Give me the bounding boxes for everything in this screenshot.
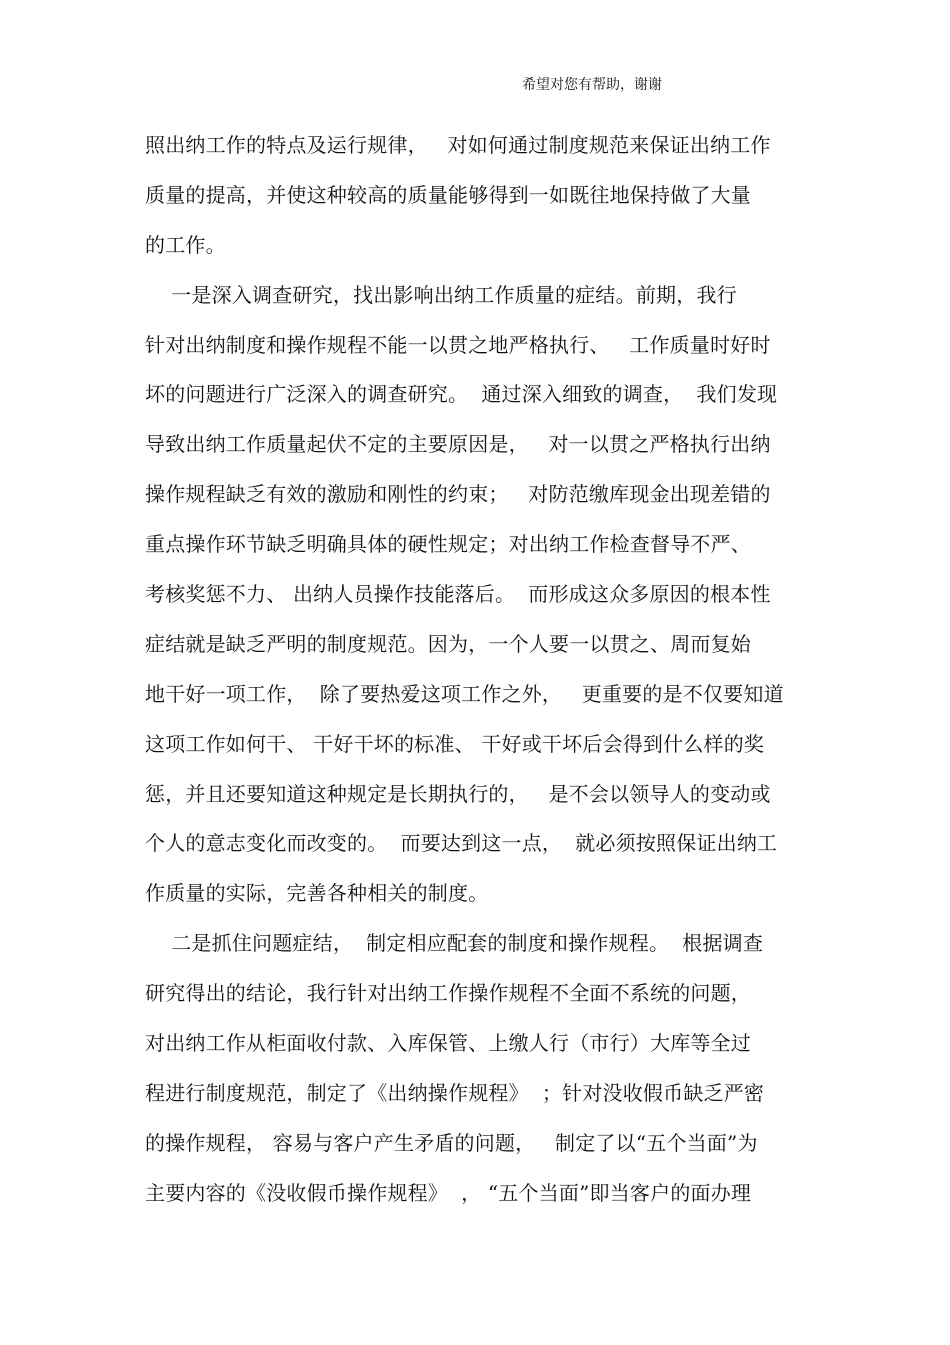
text-line: 的工作。 (145, 232, 226, 257)
text-line: 坏的问题进行广泛深入的调查研究。 通过深入细致的调查， 我们发现 (145, 382, 778, 407)
text-line: 操作规程缺乏有效的激励和刚性的约束； 对防范缴库现金出现差错的 (145, 482, 771, 507)
body-text (145, 121, 825, 1219)
text-line: 主要内容的《没收假币操作规程》 ， “五个当面”即当客户的面办理 (145, 1180, 752, 1205)
text-line: 针对出纳制度和操作规程不能一以贯之地严格执行、 工作质量时好时 (145, 332, 771, 357)
paragraph-start-line: 二是抓住问题症结， 制定相应配套的制度和操作规程。 根据调查 (145, 931, 764, 956)
text-line: 重点操作环节缺乏明确具体的硬性规定；对出纳工作检查督导不严、 (145, 532, 751, 557)
text-line: 照出纳工作的特点及运行规律， 对如何通过制度规范来保证出纳工作 (145, 133, 771, 157)
text-line: 质量的提高，并使这种较高的质量能够得到一如既往地保持做了大量 (145, 182, 751, 207)
text-line: 程进行制度规范，制定了《出纳操作规程》 ；针对没收假币缺乏严密 (145, 1080, 765, 1105)
text-line: 个人的意志变化而改变的。 而要达到这一点， 就必须按照保证出纳工 (145, 831, 778, 856)
text-line: 地干好一项工作， 除了要热爱这项工作之外， 更重要的是不仅要知道 (145, 681, 784, 706)
text-line: 考核奖惩不力、 出纳人员操作技能落后。 而形成这众多原因的根本性 (145, 582, 771, 607)
text-line: 导致出纳工作质量起伏不定的主要原因是， 对一以贯之严格执行出纳 (145, 432, 771, 457)
page-header: 希望对您有帮助，谢谢 (522, 77, 662, 93)
text-line: 研究得出的结论，我行针对出纳工作操作规程不全面不系统的问题， (145, 981, 751, 1006)
text-line: 对出纳工作从柜面收付款、入库保管、上缴人行（市行）大库等全过 (145, 1031, 751, 1056)
text-line: 惩，并且还要知道这种规定是长期执行的， 是不会以领导人的变动或 (145, 781, 771, 806)
text-line: 的操作规程， 容易与客户产生矛盾的问题， 制定了以“五个当面”为 (145, 1130, 758, 1155)
text-line: 作质量的实际，完善各种相关的制度。 (145, 881, 489, 906)
text-line: 症结就是缺乏严明的制度规范。因为，一个人要一以贯之、周而复始 (145, 631, 751, 656)
text-line: 这项工作如何干、 干好干坏的标准、 干好或干坏后会得到什么样的奖 (145, 731, 765, 756)
paragraph-start-line: 一是深入调查研究，找出影响出纳工作质量的症结。前期，我行 (145, 282, 737, 307)
